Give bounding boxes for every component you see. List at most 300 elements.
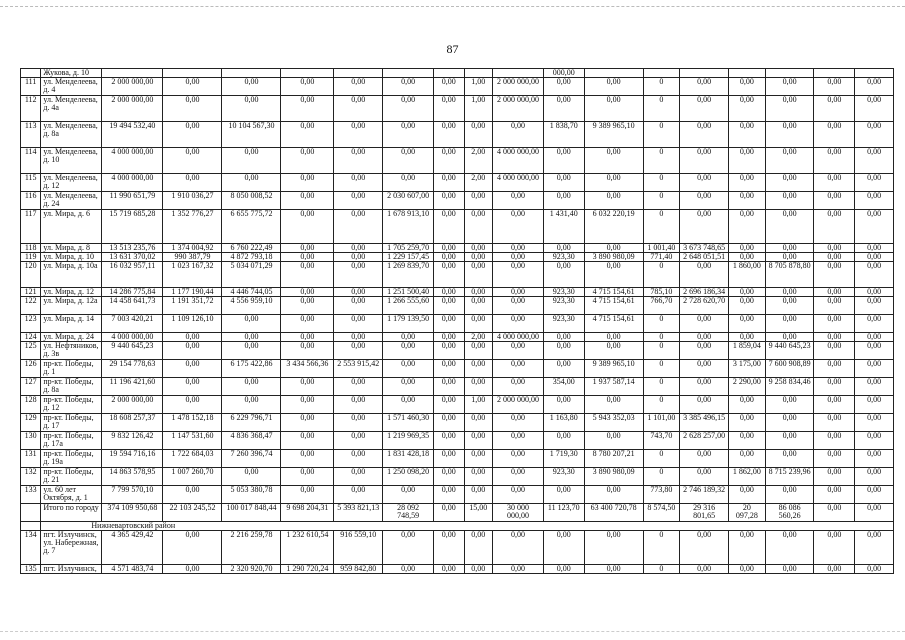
value-cell: 0,00 [680,148,729,174]
table-row [21,174,894,192]
value-cell: 766,70 [643,297,680,315]
value-cell: 0,00 [434,432,465,450]
value-cell: 0 [643,565,680,574]
value-cell: 0,00 [543,360,584,378]
value-cell [493,69,544,78]
row-number-cell: 121 [21,288,41,297]
value-cell: 0,00 [163,333,222,342]
value-cell: 2 030 607,00 [383,192,434,210]
value-cell: 0,00 [729,192,766,210]
value-cell: 0,00 [855,148,894,174]
table-row [21,333,894,342]
value-cell: 0,00 [163,96,222,122]
value-cell: 4 446 744,05 [222,288,281,297]
table-row [21,468,894,486]
value-cell: 0,00 [464,262,492,288]
value-cell: 100 017 848,44 [222,504,281,522]
value-cell: 0,00 [383,360,434,378]
value-cell: 0,00 [543,565,584,574]
value-cell: 0,00 [765,432,814,450]
value-cell: 0,00 [383,531,434,565]
value-cell: 0,00 [814,262,855,288]
value-cell: 0,00 [281,174,334,192]
value-cell: 1 678 913,10 [383,210,434,244]
value-cell: 0,00 [493,486,544,504]
value-cell: 0,00 [814,468,855,486]
address-cell: ул. Менделеева, д. 8а [41,122,102,148]
value-cell: 0,00 [464,531,492,565]
value-cell: 0,00 [334,244,383,253]
value-cell: 4 872 793,18 [222,253,281,262]
value-cell: 0,00 [163,78,222,96]
value-cell: 0,00 [281,297,334,315]
value-cell: 0 [643,315,680,333]
value-cell: 0,00 [281,210,334,244]
value-cell: 0,00 [814,360,855,378]
value-cell: 0,00 [814,396,855,414]
value-cell: 0,00 [855,333,894,342]
value-cell: 0,00 [493,432,544,450]
value-cell: 1 177 190,44 [163,288,222,297]
row-number-cell: 125 [21,342,41,360]
value-cell: 0,00 [855,432,894,450]
value-cell: 0,00 [814,297,855,315]
value-cell: 3 890 980,09 [584,253,643,262]
value-cell: 0,00 [464,244,492,253]
value-cell: 0,00 [680,468,729,486]
value-cell: 9 258 834,46 [765,378,814,396]
row-number-cell: 135 [21,565,41,574]
value-cell: 0,00 [855,288,894,297]
row-number-cell: 126 [21,360,41,378]
row-number-cell: 120 [21,262,41,288]
value-cell: 0,00 [434,262,465,288]
value-cell: 0,00 [855,504,894,522]
value-cell: 1 571 460,30 [383,414,434,432]
value-cell: 0,00 [680,78,729,96]
address-cell: ул. Мира, д. 14 [41,315,102,333]
value-cell: 0,00 [383,148,434,174]
value-cell: 0,00 [464,468,492,486]
value-cell: 0,00 [464,253,492,262]
value-cell: 0,00 [281,486,334,504]
value-cell: 0,00 [680,450,729,468]
value-cell: 3 673 748,65 [680,244,729,253]
value-cell: 1 722 684,03 [163,450,222,468]
address-cell: ул. Мира, д. 10 [41,253,102,262]
value-cell: 0,00 [434,565,465,574]
row-number-cell: 123 [21,315,41,333]
row-number-cell: 132 [21,468,41,486]
value-cell: 771,40 [643,253,680,262]
value-cell: 7 260 396,74 [222,450,281,468]
table-row [21,69,894,78]
value-cell: 1 838,70 [543,122,584,148]
value-cell: 0,00 [464,360,492,378]
value-cell: 0,00 [543,262,584,288]
value-cell: 0,00 [434,342,465,360]
value-cell: 9 440 645,23 [102,342,163,360]
value-cell: 0 [643,210,680,244]
address-cell: ул. Мира, д. 8 [41,244,102,253]
address-cell: ул. Нефтяников, д. 3в [41,342,102,360]
value-cell: 30 000 000,00 [493,504,544,522]
value-cell: 0,00 [855,174,894,192]
value-cell: 11 123,70 [543,504,584,522]
value-cell: 0,00 [543,174,584,192]
value-cell: 1 290 720,24 [281,565,334,574]
row-number-cell: 131 [21,450,41,468]
value-cell: 0 [643,450,680,468]
value-cell: 0,00 [543,432,584,450]
value-cell: 0,00 [163,148,222,174]
value-cell: 0,00 [855,414,894,432]
value-cell: 0,00 [383,78,434,96]
value-cell: 0,00 [814,244,855,253]
value-cell: 0,00 [584,148,643,174]
value-cell: 0,00 [855,342,894,360]
value-cell: 0,00 [814,432,855,450]
value-cell: 0,00 [434,192,465,210]
value-cell: 0,00 [765,450,814,468]
value-cell: 1 352 776,27 [163,210,222,244]
value-cell: 0,00 [334,333,383,342]
value-cell: 0,00 [434,122,465,148]
value-cell: 0,00 [855,96,894,122]
value-cell: 0,00 [434,297,465,315]
value-cell: 22 103 245,52 [163,504,222,522]
address-cell: ул. Менделеева, д. 10 [41,148,102,174]
table-row [21,486,894,504]
value-cell: 0,00 [281,378,334,396]
region-header-row [21,522,894,531]
value-cell: 0,00 [334,210,383,244]
value-cell: 13 513 235,76 [102,244,163,253]
value-cell: 2 216 259,78 [222,531,281,565]
value-cell: 0,00 [334,288,383,297]
value-cell: 0,00 [334,414,383,432]
address-cell: пгт. Излучинск, ул. Набережная, д. 7 [41,531,102,565]
value-cell: 0,00 [493,288,544,297]
value-cell: 0,00 [814,504,855,522]
value-cell: 0,00 [729,174,766,192]
value-cell: 916 559,10 [334,531,383,565]
value-cell: 14 458 641,73 [102,297,163,315]
value-cell: 0,00 [855,468,894,486]
value-cell: 0,00 [163,122,222,148]
value-cell: 0,00 [855,253,894,262]
value-cell: 0,00 [493,450,544,468]
value-cell: 0,00 [765,253,814,262]
value-cell: 1 147 531,60 [163,432,222,450]
value-cell: 0,00 [765,122,814,148]
value-cell: 0,00 [855,78,894,96]
value-cell: 785,10 [643,288,680,297]
table-row [21,96,894,122]
value-cell: 923,30 [543,468,584,486]
value-cell: 0,00 [163,174,222,192]
value-cell: 0,00 [222,78,281,96]
value-cell: 0,00 [814,288,855,297]
page-bottom-edge [0,631,905,638]
value-cell: 0,00 [584,342,643,360]
value-cell: 0,00 [464,414,492,432]
value-cell: 0,00 [855,315,894,333]
value-cell: 2,00 [464,148,492,174]
value-cell: 15 719 685,28 [102,210,163,244]
row-number-cell: 118 [21,244,41,253]
value-cell: 0,00 [493,244,544,253]
value-cell: 4 836 368,47 [222,432,281,450]
value-cell: 2 746 189,32 [680,486,729,504]
value-cell: 0,00 [765,96,814,122]
value-cell: 0,00 [543,96,584,122]
value-cell: 0,00 [729,333,766,342]
value-cell [383,69,434,78]
value-cell: 2 000 000,00 [102,396,163,414]
table-row [21,360,894,378]
value-cell: 773,80 [643,486,680,504]
value-cell: 0,00 [334,432,383,450]
value-cell: 2 696 186,34 [680,288,729,297]
value-cell: 0,00 [729,288,766,297]
value-cell: 0,00 [163,531,222,565]
value-cell: 0,00 [434,253,465,262]
row-number-cell: 116 [21,192,41,210]
value-cell: 0,00 [281,148,334,174]
value-cell: 5 034 071,29 [222,262,281,288]
value-cell: 0,00 [493,315,544,333]
value-cell: 2 000 000,00 [493,78,544,96]
value-cell: 0,00 [855,262,894,288]
value-cell: 0,00 [434,396,465,414]
value-cell: 0,00 [543,396,584,414]
budget-table [20,68,894,574]
value-cell: 0,00 [334,468,383,486]
value-cell [680,69,729,78]
value-cell: 0,00 [434,174,465,192]
value-cell [855,69,894,78]
value-cell: 4 000 000,00 [102,333,163,342]
value-cell: 3 434 566,36 [281,360,334,378]
value-cell: 1 937 587,14 [584,378,643,396]
table-row [21,244,894,253]
value-cell: 0,00 [814,450,855,468]
row-number-cell: 133 [21,486,41,504]
value-cell: 10 104 567,30 [222,122,281,148]
value-cell: 9 440 645,23 [765,342,814,360]
value-cell: 0 [643,78,680,96]
value-cell: 0,00 [383,174,434,192]
address-cell: ул. Мира, д. 12 [41,288,102,297]
address-cell: пр-кт. Победы, д. 19а [41,450,102,468]
value-cell: 0,00 [464,342,492,360]
value-cell: 9 389 965,10 [584,360,643,378]
value-cell: 0,00 [434,96,465,122]
value-cell: 1 251 500,40 [383,288,434,297]
value-cell: 0,00 [729,486,766,504]
value-cell: 0,00 [765,244,814,253]
value-cell: 0,00 [281,253,334,262]
value-cell: 354,00 [543,378,584,396]
table-row [21,432,894,450]
value-cell: 0,00 [729,122,766,148]
value-cell: 0,00 [493,253,544,262]
value-cell: 1 831 428,18 [383,450,434,468]
value-cell [464,69,492,78]
value-cell: 0,00 [222,148,281,174]
value-cell: 0,00 [543,486,584,504]
value-cell: 0,00 [680,531,729,565]
page-top-edge [0,0,905,7]
value-cell: 9 832 126,42 [102,432,163,450]
value-cell: 0,00 [281,262,334,288]
table-row [21,78,894,96]
value-cell: 0,00 [163,565,222,574]
value-cell: 7 799 570,10 [102,486,163,504]
value-cell: 0 [643,122,680,148]
value-cell: 0,00 [814,378,855,396]
value-cell [163,69,222,78]
value-cell: 0 [643,96,680,122]
address-cell: ул. Менделеева, д. 4 [41,78,102,96]
value-cell: 0,00 [281,192,334,210]
value-cell: 923,30 [543,253,584,262]
value-cell: 19 494 532,40 [102,122,163,148]
table-row [21,450,894,468]
page-number: 87 [446,42,459,56]
value-cell: 0,00 [281,450,334,468]
value-cell: 0 [643,174,680,192]
value-cell: 4 000 000,00 [493,333,544,342]
value-cell [765,69,814,78]
value-cell: 0,00 [584,565,643,574]
value-cell: 9 698 204,31 [281,504,334,522]
value-cell: 20 097,28 [729,504,766,522]
value-cell: 0,00 [281,96,334,122]
value-cell: 0,00 [814,96,855,122]
value-cell: 0,00 [493,297,544,315]
value-cell: 0,00 [680,174,729,192]
value-cell: 1 374 004,92 [163,244,222,253]
value-cell: 13 631 370,02 [102,253,163,262]
value-cell: 9 389 965,10 [584,122,643,148]
value-cell: 0,00 [855,244,894,253]
value-cell: 6 175 422,86 [222,360,281,378]
value-cell: 8 574,50 [643,504,680,522]
value-cell: 2 000 000,00 [493,396,544,414]
address-cell: пр-кт. Победы, д. 12 [41,396,102,414]
value-cell [584,69,643,78]
value-cell: 0,00 [383,565,434,574]
value-cell [814,69,855,78]
value-cell: 0,00 [765,210,814,244]
value-cell: 0,00 [222,396,281,414]
value-cell: 0,00 [765,192,814,210]
row-number-cell: 127 [21,378,41,396]
value-cell: 0 [643,148,680,174]
value-cell: 0,00 [334,78,383,96]
value-cell: 2 553 915,42 [334,360,383,378]
value-cell: 16 032 957,11 [102,262,163,288]
table-row [21,148,894,174]
value-cell: 5 053 380,78 [222,486,281,504]
value-cell [102,69,163,78]
value-cell: 374 109 950,68 [102,504,163,522]
value-cell: 0,00 [334,253,383,262]
value-cell: 0,00 [222,333,281,342]
value-cell: 0,00 [383,486,434,504]
value-cell: 0,00 [222,174,281,192]
value-cell: 4 000 000,00 [102,148,163,174]
value-cell: 4 000 000,00 [493,174,544,192]
value-cell: 0,00 [680,342,729,360]
row-number-cell [21,504,41,522]
table-row [21,315,894,333]
value-cell: 923,30 [543,297,584,315]
value-cell: 0,00 [434,468,465,486]
value-cell: 11 990 651,79 [102,192,163,210]
row-number-cell: 124 [21,333,41,342]
value-cell: 0,00 [814,210,855,244]
value-cell: 1 266 555,60 [383,297,434,315]
value-cell: 0,00 [163,396,222,414]
value-cell: 0 [643,262,680,288]
value-cell: 0,00 [584,333,643,342]
value-cell: 0,00 [729,450,766,468]
address-cell: ул. Мира, д. 10а [41,262,102,288]
address-cell: пр-кт. Победы, д. 1 [41,360,102,378]
value-cell: 8 050 008,52 [222,192,281,210]
value-cell: 0,00 [814,192,855,210]
value-cell: 0,00 [765,414,814,432]
value-cell: 1 860,00 [729,262,766,288]
value-cell: 743,70 [643,432,680,450]
value-cell: 0,00 [729,253,766,262]
value-cell: 0,00 [434,486,465,504]
value-cell: 1 478 152,18 [163,414,222,432]
value-cell: 0,00 [383,378,434,396]
value-cell: 3 385 496,15 [680,414,729,432]
value-cell: 63 400 720,78 [584,504,643,522]
value-cell: 14 286 775,84 [102,288,163,297]
value-cell: 0,00 [334,342,383,360]
table-row [21,192,894,210]
table-row [21,210,894,244]
row-number-cell: 134 [21,531,41,565]
value-cell: 0,00 [493,210,544,244]
value-cell: 0,00 [729,396,766,414]
value-cell: 0,00 [543,531,584,565]
value-cell: 4 715 154,61 [584,288,643,297]
value-cell: 0,00 [680,565,729,574]
value-cell: 7 003 420,21 [102,315,163,333]
value-cell: 0 [643,342,680,360]
value-cell: 0,00 [729,315,766,333]
value-cell: 0,00 [680,122,729,148]
address-cell: Итого по городу [41,504,102,522]
table-row [21,297,894,315]
value-cell: 6 760 222,49 [222,244,281,253]
value-cell: 0,00 [222,315,281,333]
address-cell: ул. Менделеева, д. 12 [41,174,102,192]
value-cell: 4 556 959,10 [222,297,281,315]
value-cell: 0,00 [729,565,766,574]
value-cell: 1 269 839,70 [383,262,434,288]
value-cell [729,69,766,78]
value-cell: 0 [643,396,680,414]
value-cell: 0,00 [464,565,492,574]
